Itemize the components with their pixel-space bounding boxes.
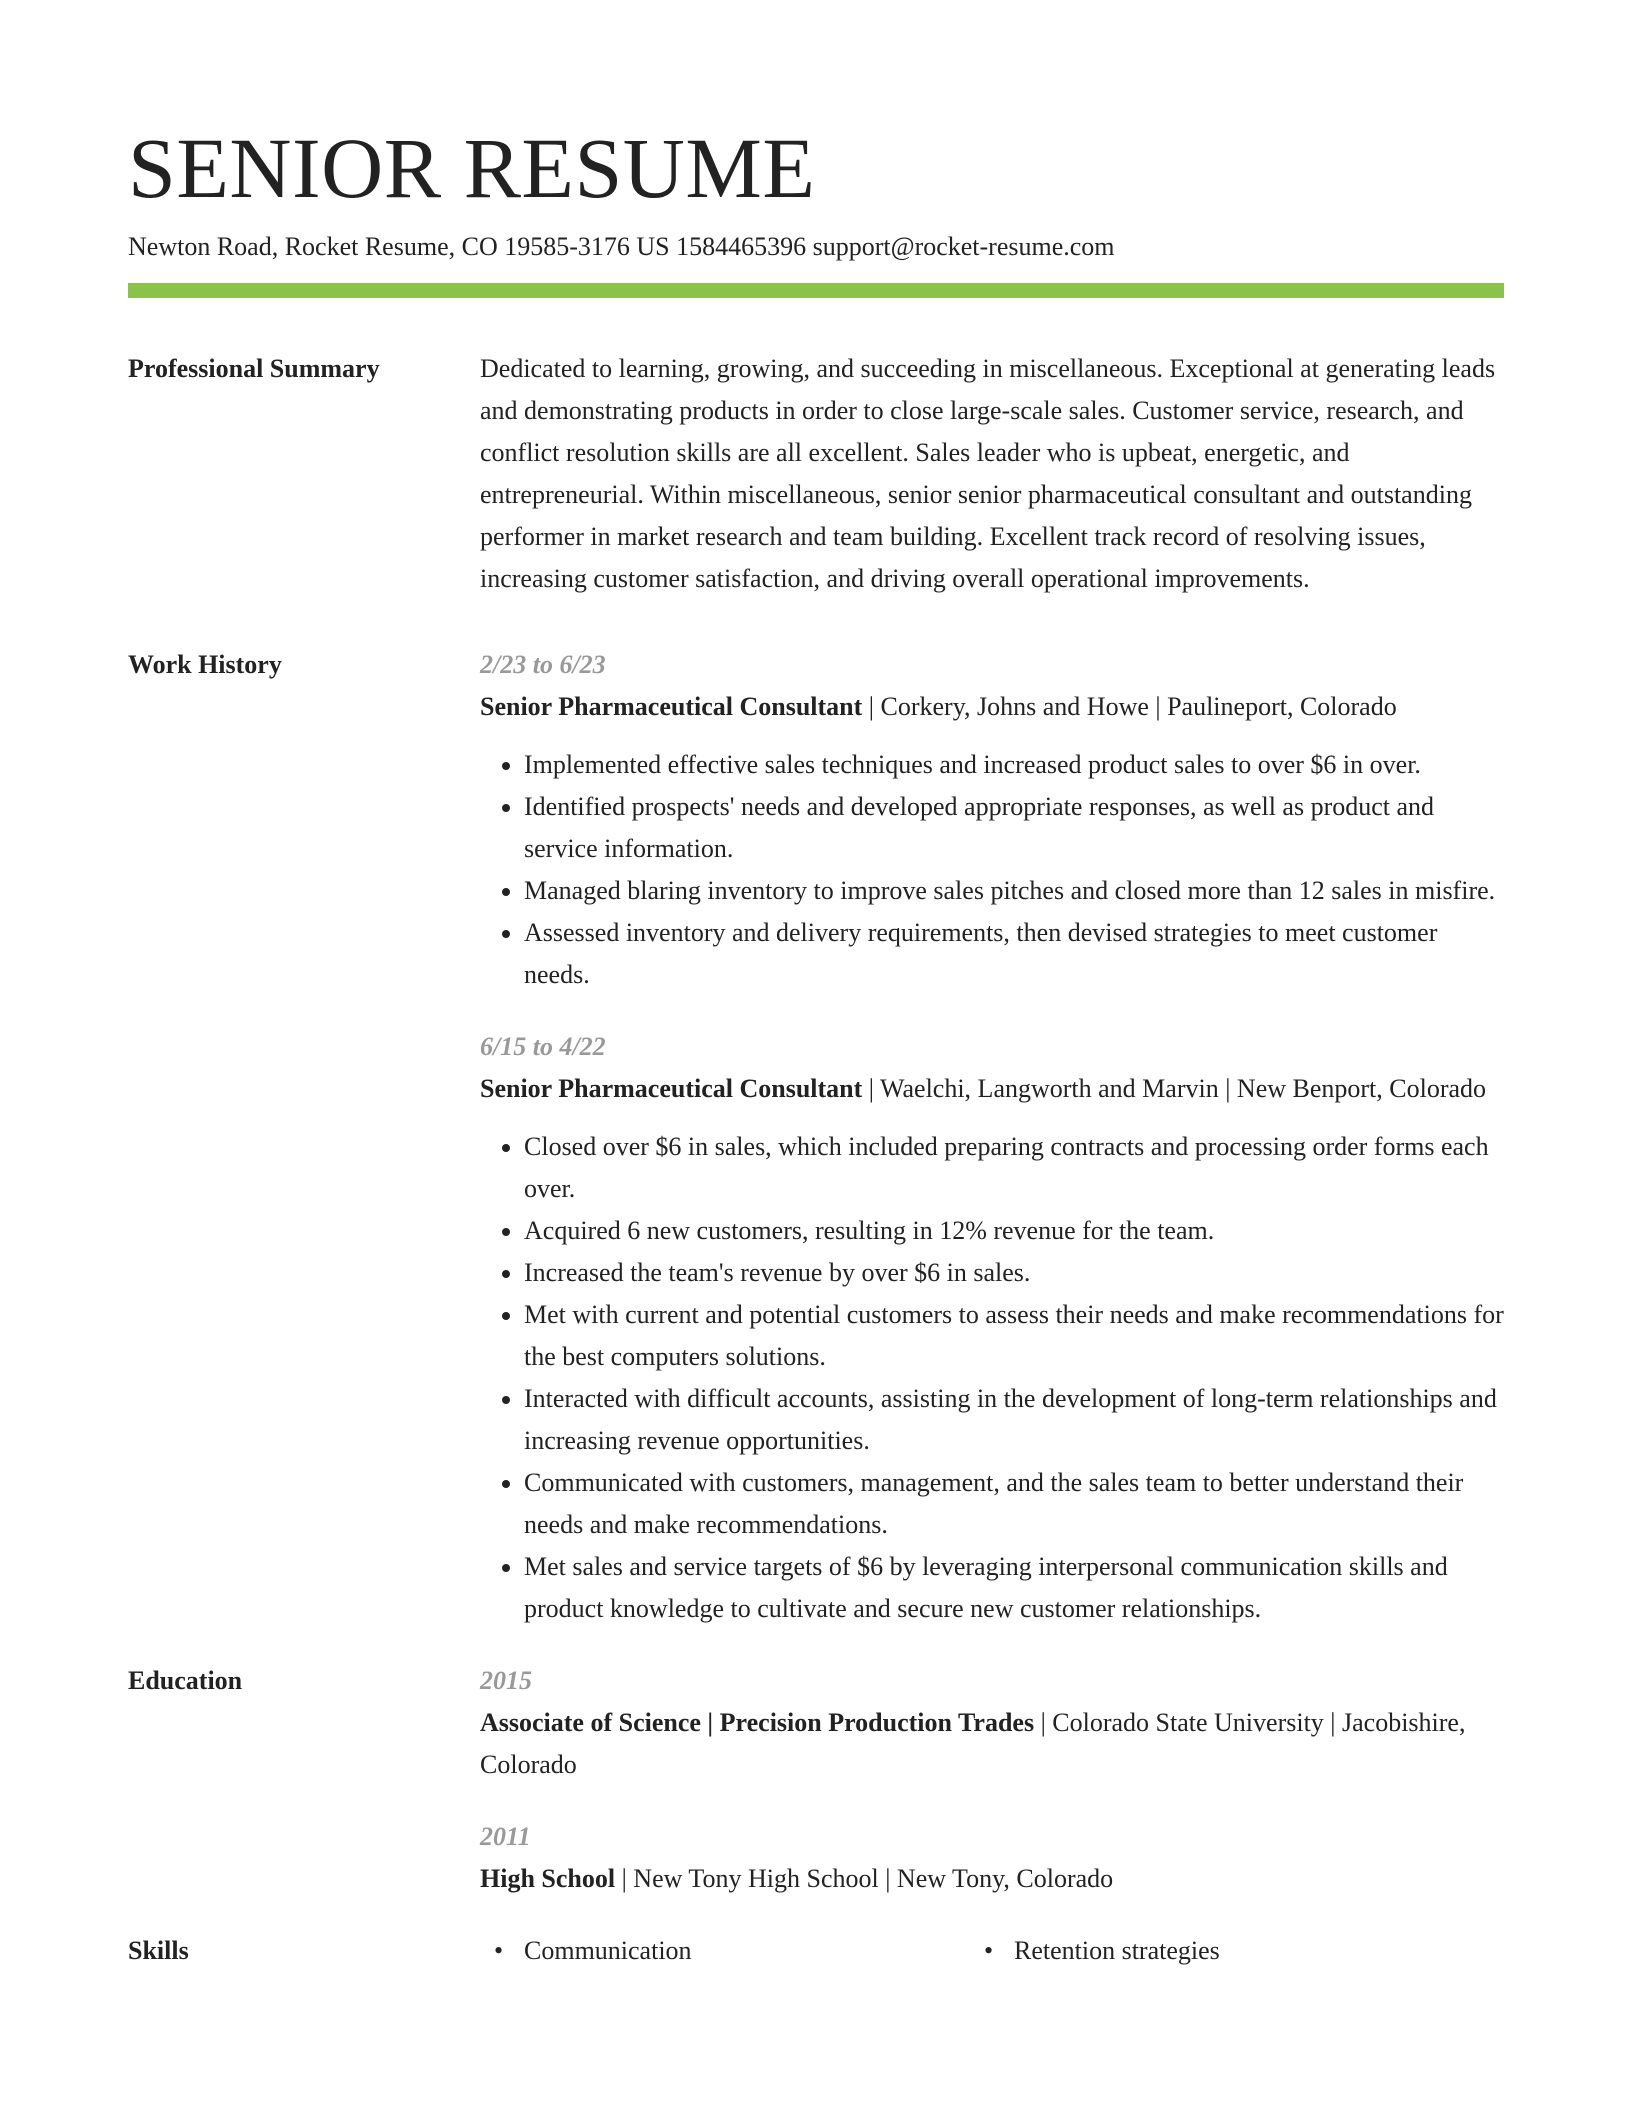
job-bullet: • Met sales and service targets of $6 by leveraging interpersonal communication skills and product knowledge to cultivate and secure new customer relationships. bbox=[524, 1546, 1504, 1630]
section-title: Skills bbox=[128, 1936, 189, 1965]
job-date: 2/23 to 6/23 bbox=[480, 650, 606, 679]
education-section bbox=[128, 1660, 1504, 1930]
job-bullet: • Increased the team's revenue by over $6 in sales. bbox=[524, 1252, 1504, 1294]
job-heading bbox=[480, 686, 1504, 728]
skill-item: • Retention strategies bbox=[1014, 1930, 1504, 1972]
job-entry bbox=[480, 644, 1504, 996]
job-bullet: • Interacted with difficult accounts, assisting in the development of long-term relationships and increasing revenue opportunities. bbox=[524, 1378, 1504, 1462]
resume-name: SENIOR RESUME bbox=[128, 120, 816, 216]
section-title: Professional Summary bbox=[128, 354, 380, 383]
education-date: 2015 bbox=[480, 1666, 532, 1695]
job-bullet: • Identified prospects' needs and developed appropriate responses, as well as product and service information. bbox=[524, 786, 1504, 870]
job-date: 6/15 to 4/22 bbox=[480, 1032, 606, 1061]
job-bullet: • Communicated with customers, management, and the sales team to better understand their needs and make recommendations. bbox=[524, 1462, 1504, 1546]
job-title: Senior Pharmaceutical Consultant bbox=[480, 692, 863, 721]
job-entry bbox=[480, 1026, 1504, 1630]
degree-title: High School bbox=[480, 1864, 616, 1893]
work-history-section bbox=[128, 644, 1504, 1660]
education-entry bbox=[480, 1816, 1504, 1900]
school-details: | Colorado State University | Jacobishire, Colorado bbox=[480, 1708, 1466, 1779]
education-heading bbox=[480, 1858, 1504, 1900]
job-bullet: • Managed blaring inventory to improve sales pitches and closed more than 12 sales in misfire. bbox=[524, 870, 1504, 912]
contact-line: Newton Road, Rocket Resume, CO 19585-3176 US 1584465396 support@rocket-resume.com bbox=[128, 232, 1115, 261]
professional-summary-section bbox=[128, 348, 1504, 644]
job-bullet: • Met with current and potential customers to assess their needs and make recommendations for the best computers solutions. bbox=[524, 1294, 1504, 1378]
job-employer: | Waelchi, Langworth and Marvin | New Benport, Colorado bbox=[862, 1074, 1487, 1103]
degree-title: Associate of Science | Precision Production Trades bbox=[480, 1708, 1035, 1737]
job-bullet: • Assessed inventory and delivery requirements, then devised strategies to meet customer needs. bbox=[524, 912, 1504, 996]
accent-divider bbox=[128, 283, 1504, 298]
job-bullets bbox=[480, 744, 1504, 996]
summary-text: Dedicated to learning, growing, and succeeding in miscellaneous. Exceptional at generating leads and demonstrating products in order to close large-scale sales. Customer service, research, and conflict resolution skills are all excellent. Sales leader who is upbeat, energetic, and entrepreneurial. Within miscellaneous, senior senior pharmaceutical consultant and outstanding performer in market research and team building. Excellent track record of resolving issues, increasing customer satisfaction, and driving overall operational improvements. bbox=[480, 354, 1496, 593]
job-bullets bbox=[480, 1126, 1504, 1630]
section-title: Work History bbox=[128, 650, 282, 679]
education-date: 2011 bbox=[480, 1822, 531, 1851]
resume-header bbox=[128, 118, 1504, 298]
education-entry bbox=[480, 1660, 1504, 1786]
resume-sections bbox=[128, 348, 1504, 1972]
job-title: Senior Pharmaceutical Consultant bbox=[480, 1074, 863, 1103]
job-heading bbox=[480, 1068, 1504, 1110]
school-details: | New Tony High School | New Tony, Colorado bbox=[615, 1864, 1114, 1893]
skill-item: • Communication bbox=[524, 1930, 1014, 1972]
job-bullet: • Acquired 6 new customers, resulting in 12% revenue for the team. bbox=[524, 1210, 1504, 1252]
education-heading bbox=[480, 1702, 1504, 1786]
job-bullet: • Implemented effective sales techniques and increased product sales to over $6 in over. bbox=[524, 744, 1504, 786]
skills-list bbox=[480, 1930, 1504, 1972]
job-employer: | Corkery, Johns and Howe | Paulineport, Colorado bbox=[862, 692, 1397, 721]
job-bullet: • Closed over $6 in sales, which included preparing contracts and processing order forms each over. bbox=[524, 1126, 1504, 1210]
skills-section bbox=[128, 1930, 1504, 1972]
section-title: Education bbox=[128, 1666, 243, 1695]
